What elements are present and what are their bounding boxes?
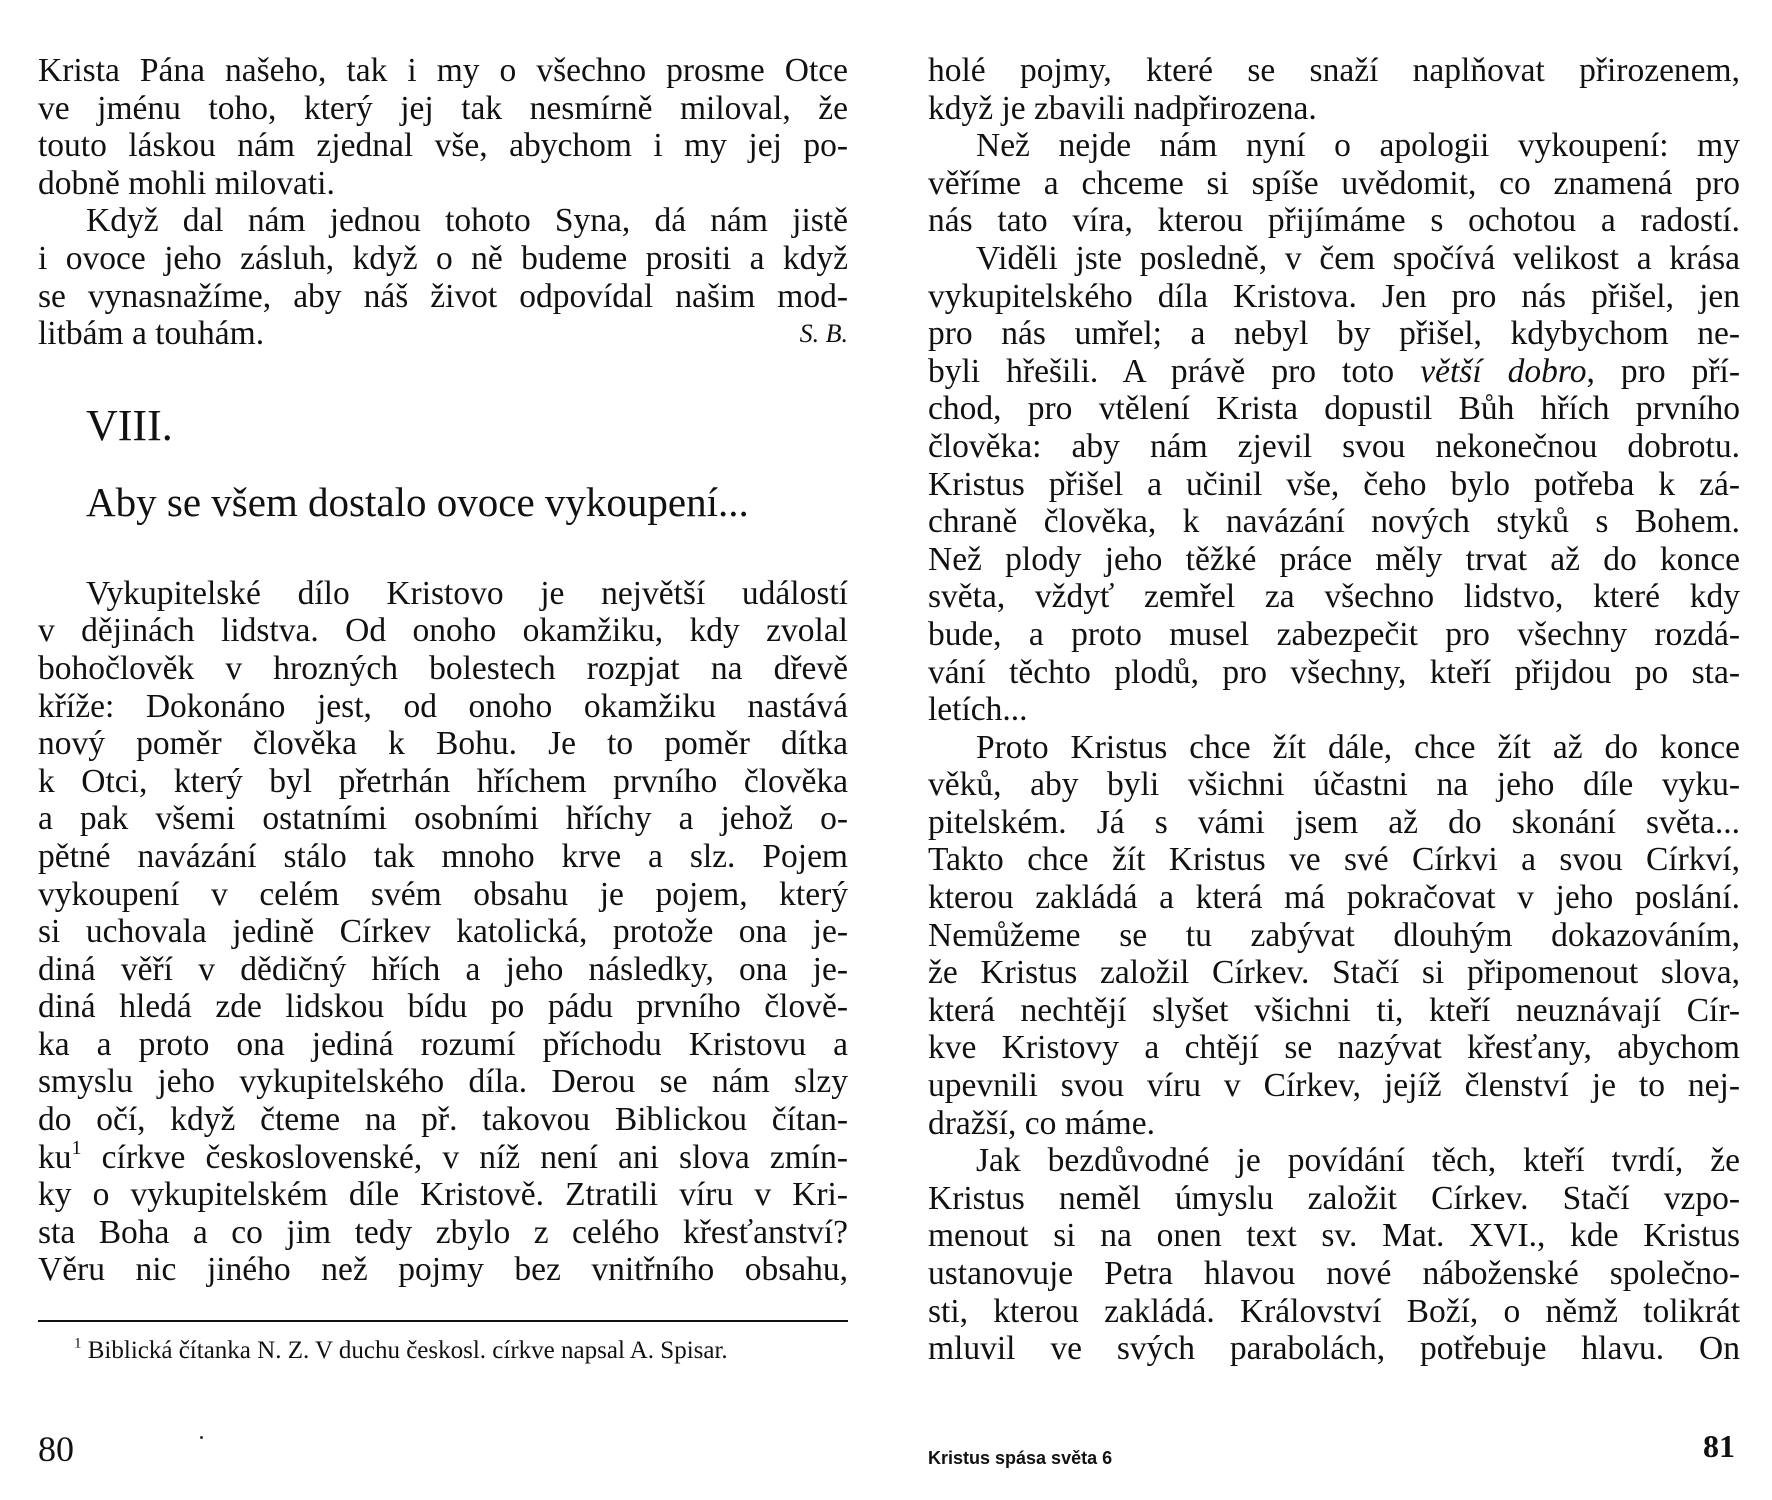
text-line: nás tato víra, kterou přijímáme s ochotou a radostí. (928, 202, 1740, 240)
right-paragraph-5 (928, 1142, 1740, 1368)
text-line: Viděli jste posledně, v čem spočívá velikost a krása (976, 239, 1740, 277)
text-line-content: litbám a touhám. (38, 315, 265, 353)
footnote-marker: 1 (74, 1335, 82, 1352)
footnote-reference: 1 (71, 1136, 82, 1159)
text-line: světa, vždyť zemřel za všechno lidstvo, které kdy (928, 578, 1740, 616)
text-line: si uchovala jedině Církev katolická, protože ona je- (38, 913, 848, 951)
text-line: se vynasnažíme, aby náš život odpovídal našim mod- (38, 277, 848, 315)
text-line: vykupitelského díla Kristova. Jen pro nás přišel, jen (928, 277, 1740, 315)
text-line: vykoupení v celém svém obsahu je pojem, který (38, 875, 848, 913)
text-fragment: byli hřešili. A právě pro toto (928, 352, 1421, 390)
text-line: diná hledá zde lidskou bídu po pádu prvního člově- (38, 988, 848, 1026)
text-line: v dějinách lidstva. Od onoho okamžiku, kdy zvolal (38, 612, 848, 650)
text-line: věků, aby byli všichni účastni na jeho díle vyku- (928, 766, 1740, 804)
text-line: sta Boha a co jim tedy zbylo z celého křesťanství? (38, 1213, 848, 1251)
chapter-title: Aby se všem dostalo ovoce vykoupení... (86, 478, 749, 525)
text-line: menout si na onen text sv. Mat. XVI., kde Kristus (928, 1217, 1740, 1255)
text-line: a pak všemi ostatními osobními hříchy a jehož o- (38, 800, 848, 838)
text-line: že Kristus založil Církev. Stačí si připomenout slova, (928, 954, 1740, 992)
text-line (38, 315, 848, 353)
text-line: věříme a chceme si spíše uvědomit, co znamená pro (928, 164, 1740, 202)
text-line: Vykupitelské dílo Kristovo je největší událostí (86, 574, 848, 612)
text-line: Věru nic jiného než pojmy bez vnitřního obsahu, (38, 1251, 848, 1289)
emphasis-text: větší dobro (1420, 352, 1587, 390)
page-number-right: 81 (1703, 1428, 1735, 1464)
text-line: pětné navázání stálo tak mnoho krve a slz. Pojem (38, 837, 848, 875)
text-line: Kristus neměl úmyslu založit Církev. Stačí vzpo- (928, 1179, 1740, 1217)
text-line: Takto chce žít Kristus ve své Církvi a svou Církví, (928, 841, 1740, 879)
print-speck (200, 1436, 203, 1439)
text-fragment: , pro pří- (1586, 352, 1740, 390)
text-line: Proto Kristus chce žít dále, chce žít až do konce (976, 728, 1740, 766)
text-line: ve jménu toho, který jej tak nesmírně miloval, že (38, 89, 848, 127)
text-line: k Otci, který byl přetrhán hříchem prvního člověka (38, 762, 848, 800)
text-line: Když dal nám jednou tohoto Syna, dá nám jistě (86, 202, 848, 240)
chapter-number: VIII. (86, 400, 173, 450)
text-line: chod, pro vtělení Krista dopustil Bůh hřích prvního (928, 390, 1740, 428)
text-fragment: církve československé, v níž není ani slova zmín- (81, 1138, 848, 1176)
text-line: kterou zakládá a která má pokračovat v jeho poslání. (928, 879, 1740, 917)
right-paragraph-3 (928, 240, 1740, 729)
text-line: i ovoce jeho zásluh, když o ně budeme prositi a když (38, 239, 848, 277)
footnote-text: Biblická čítanka N. Z. V duchu českosl. církve napsal A. Spisar. (81, 1337, 728, 1364)
text-line: když je zbavili nadpřirozena. (928, 89, 1317, 127)
text-line: nový poměr člověka k Bohu. Je to poměr dítka (38, 725, 848, 763)
text-line: Jak bezdůvodné je povídání těch, kteří tvrdí, že (976, 1142, 1740, 1180)
footnote-divider (38, 1320, 848, 1322)
text-line (38, 1136, 848, 1177)
text-line: ky o vykupitelském díle Kristově. Ztratili víru v Kri- (38, 1176, 848, 1214)
left-top-paragraph-2 (38, 202, 848, 352)
left-top-paragraph-1 (38, 52, 848, 202)
author-signature: S. B. (799, 319, 848, 349)
text-line: mluvil ve svých parabolách, potřebuje hlavu. On (928, 1330, 1740, 1368)
text-line: Než nejde nám nyní o apologii vykoupení: my (976, 127, 1740, 165)
right-page-column (928, 52, 1740, 1368)
text-line: pro nás umřel; a nebyl by přišel, kdybychom ne- (928, 315, 1740, 353)
text-line: bohočlověk v hrozných bolestech rozpjat na dřevě (38, 649, 848, 687)
text-line: vání těchto plodů, pro všechny, kteří přijdou po sta- (928, 653, 1740, 691)
text-line: smyslu jeho vykupitelského díla. Derou se nám slzy (38, 1063, 848, 1101)
text-line: diná věří v dědičný hřích a jeho následky, ona je- (38, 950, 848, 988)
text-line: holé pojmy, které se snaží naplňovat přirozenem, (928, 52, 1740, 89)
text-line: dražší, co máme. (928, 1104, 1155, 1142)
text-line (928, 353, 1740, 391)
text-line: touto láskou nám zjednal vše, abychom i my jej po- (38, 127, 848, 165)
text-line: ustanovuje Petra hlavou nové náboženské společno- (928, 1255, 1740, 1292)
text-line: ka a proto ona jediná rozumí příchodu Kristovu a (38, 1025, 848, 1063)
text-line: Krista Pána našeho, tak i my o všechno prosme Otce (38, 52, 848, 89)
text-line: Než plody jeho těžké práce měly trvat až do konce (928, 540, 1740, 578)
footnote (74, 1336, 854, 1366)
text-line: kříže: Dokonáno jest, od onoho okamžiku nastává (38, 687, 848, 725)
text-line: bude, a proto musel zabezpečit pro všechny rozdá- (928, 615, 1740, 653)
text-line: člověka: aby nám zjevil svou nekonečnou dobrotu. (928, 427, 1740, 465)
text-line: letích... (928, 691, 1028, 729)
printer-signature-mark: Kristus spása světa 6 (928, 1448, 1113, 1468)
right-paragraph-1 (928, 52, 1740, 127)
spacer (38, 527, 848, 575)
text-line: která nechtějí slyšet všichni ti, kteří neuznávají Cír- (928, 991, 1740, 1029)
left-page-column (38, 52, 848, 1289)
left-body-paragraph (38, 575, 848, 1289)
right-paragraph-2 (928, 127, 1740, 240)
text-line: chraně člověka, k navázání nových styků s Bohem. (928, 503, 1740, 541)
text-line: dobně mohli milovati. (38, 164, 335, 202)
text-line: Nemůžeme se tu zabývat dlouhým dokazováním, (928, 916, 1740, 954)
right-paragraph-4 (928, 729, 1740, 1143)
text-line: sti, kterou zakládá. Království Boží, o němž tolikrát (928, 1292, 1740, 1330)
text-fragment: ku (38, 1138, 72, 1176)
text-line: Kristus přišel a učinil vše, čeho bylo potřeba k zá- (928, 465, 1740, 503)
text-line: upevnili svou víru v Církev, jejíž členství je to nej- (928, 1067, 1740, 1105)
text-line: kve Kristovy a chtějí se nazývat křesťany, abychom (928, 1029, 1740, 1067)
text-line: do očí, když čteme na př. takovou Biblickou čítan- (38, 1101, 848, 1139)
page-number-left: 80 (38, 1429, 74, 1469)
text-line: pitelském. Já s vámi jsem až do skonání světa... (928, 803, 1740, 841)
